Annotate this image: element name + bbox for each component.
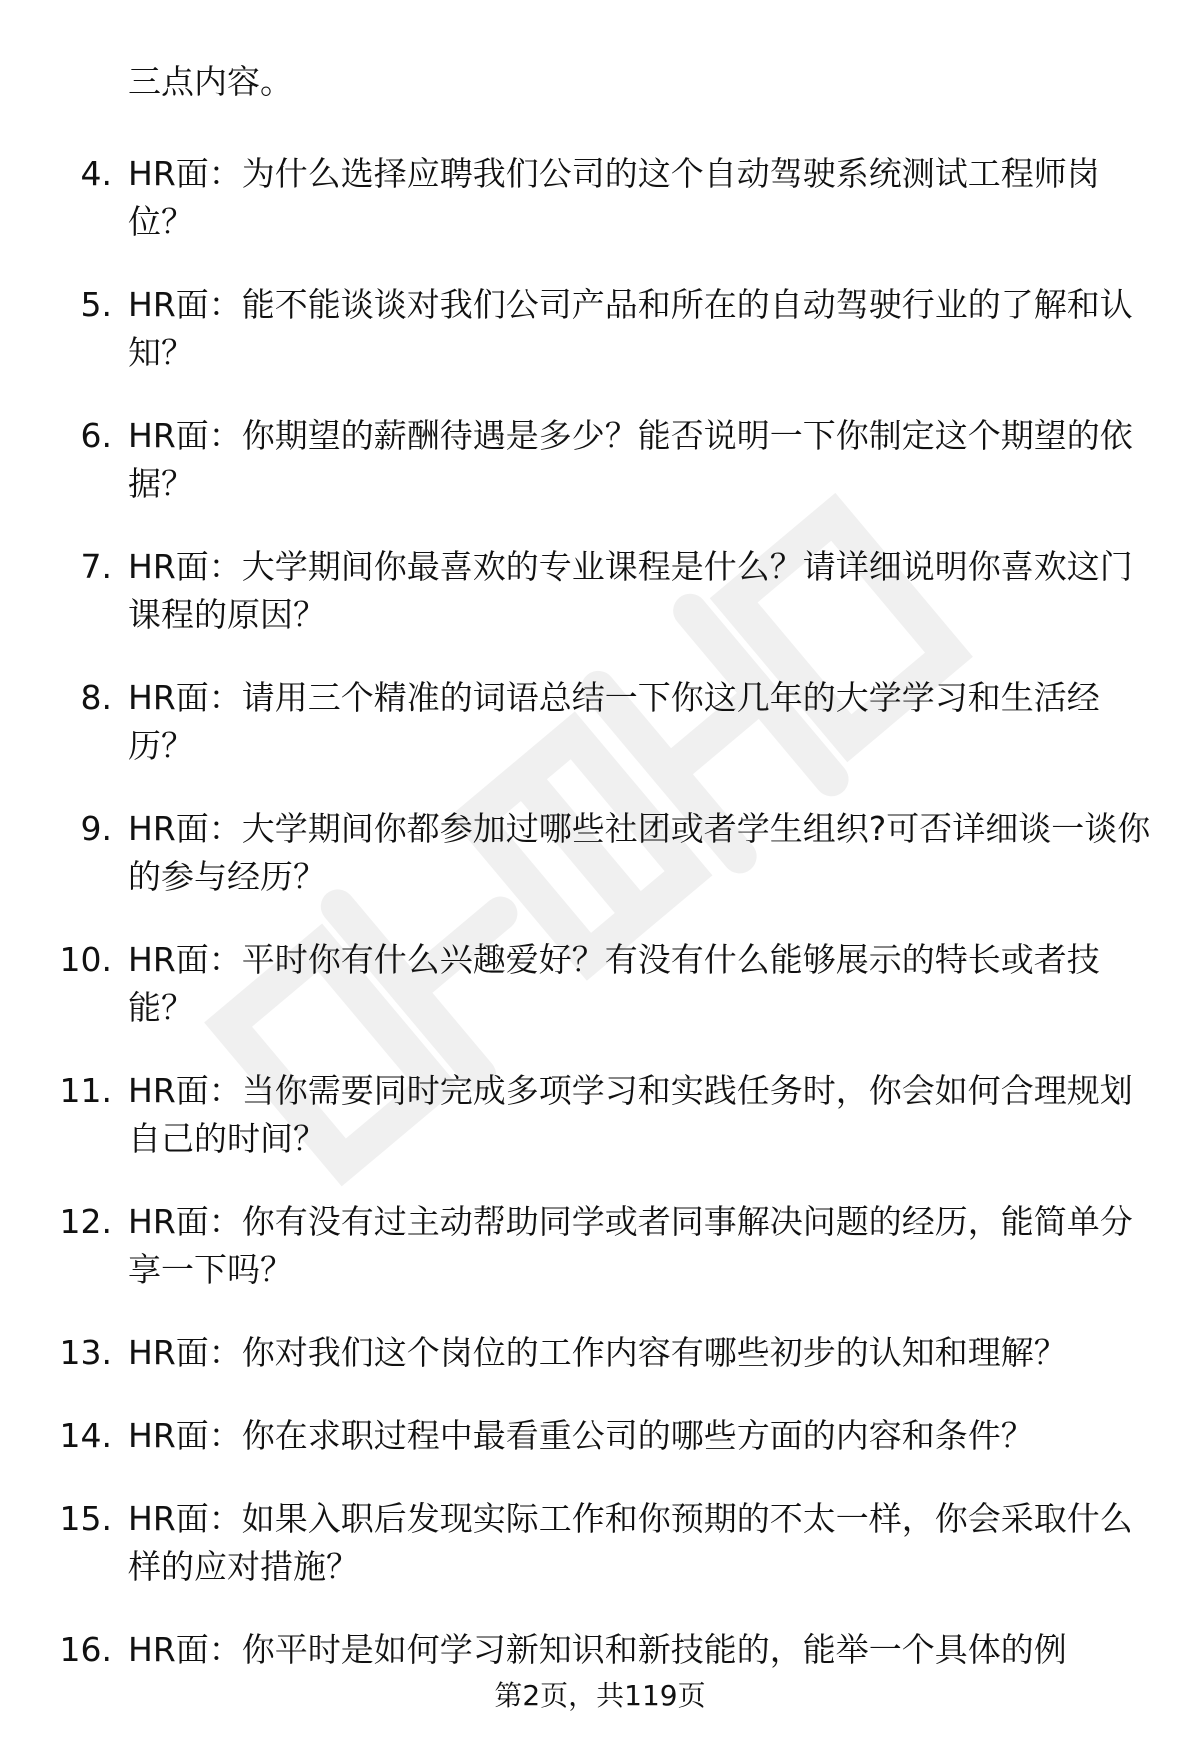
list-item: [0, 936, 1200, 1067]
list-item: [0, 281, 1200, 412]
list-item-text: HR面：如果入职后发现实际工作和你预期的不太一样，你会采取什么样的应对措施？: [128, 1499, 1133, 1586]
list-item-number: 15.: [59, 1499, 112, 1538]
list-item-number: 13.: [59, 1333, 112, 1372]
list-item-number: 4.: [80, 154, 112, 193]
list-item-number: 16.: [59, 1630, 112, 1669]
list-item-number: 11.: [59, 1071, 112, 1110]
list-item: [0, 1329, 1200, 1412]
list-item: [0, 1412, 1200, 1495]
list-item-number: 5.: [80, 285, 112, 324]
list-item-number: 8.: [80, 678, 112, 717]
list-item: [0, 1198, 1200, 1329]
list-item-text: HR面：你平时是如何学习新知识和新技能的，能举一个具体的例: [128, 1630, 1067, 1669]
list-item-text: HR面：你在求职过程中最看重公司的哪些方面的内容和条件？: [128, 1416, 1034, 1455]
list-item-text: HR面：当你需要同时完成多项学习和实践任务时，你会如何合理规划自己的时间？: [128, 1071, 1133, 1158]
page-footer: 第2页，共119页: [494, 1679, 706, 1712]
list-item-number: 9.: [80, 809, 112, 848]
list-item: [0, 412, 1200, 543]
list-item: [0, 674, 1200, 805]
list-item: [0, 805, 1200, 936]
list-item-number: 6.: [80, 416, 112, 455]
list-item-text: HR面：请用三个精准的词语总结一下你这几年的大学学习和生活经历？: [128, 678, 1100, 765]
list-item-number: 7.: [80, 547, 112, 586]
list-item-text: HR面：大学期间你最喜欢的专业课程是什么？请详细说明你喜欢这门课程的原因？: [128, 547, 1133, 634]
list-item-number: 10.: [59, 940, 112, 979]
list-item: [0, 150, 1200, 281]
list-item-number: 12.: [59, 1202, 112, 1241]
list-item-text: HR面：大学期间你都参加过哪些社团或者学生组织?可否详细谈一谈你的参与经历？: [128, 809, 1151, 896]
list-item: [0, 543, 1200, 674]
continuation-text: 三点内容。: [128, 62, 293, 101]
list-item: [0, 1495, 1200, 1626]
list-item-text: HR面：你对我们这个岗位的工作内容有哪些初步的认知和理解？: [128, 1333, 1067, 1372]
list-item-text: HR面：能不能谈谈对我们公司产品和所在的自动驾驶行业的了解和认知？: [128, 285, 1133, 372]
list-item-number: 14.: [59, 1416, 112, 1455]
list-item-text: HR面：平时你有什么兴趣爱好？有没有什么能够展示的特长或者技能？: [128, 940, 1100, 1027]
list-item-text: HR面：你有没有过主动帮助同学或者同事解决问题的经历，能简单分享一下吗？: [128, 1202, 1133, 1289]
list-item: [0, 1067, 1200, 1198]
list-item-text: HR面：为什么选择应聘我们公司的这个自动驾驶系统测试工程师岗位？: [128, 154, 1100, 241]
list-item-text: HR面：你期望的薪酬待遇是多少？能否说明一下你制定这个期望的依据？: [128, 416, 1133, 503]
question-list: [0, 150, 1200, 1709]
